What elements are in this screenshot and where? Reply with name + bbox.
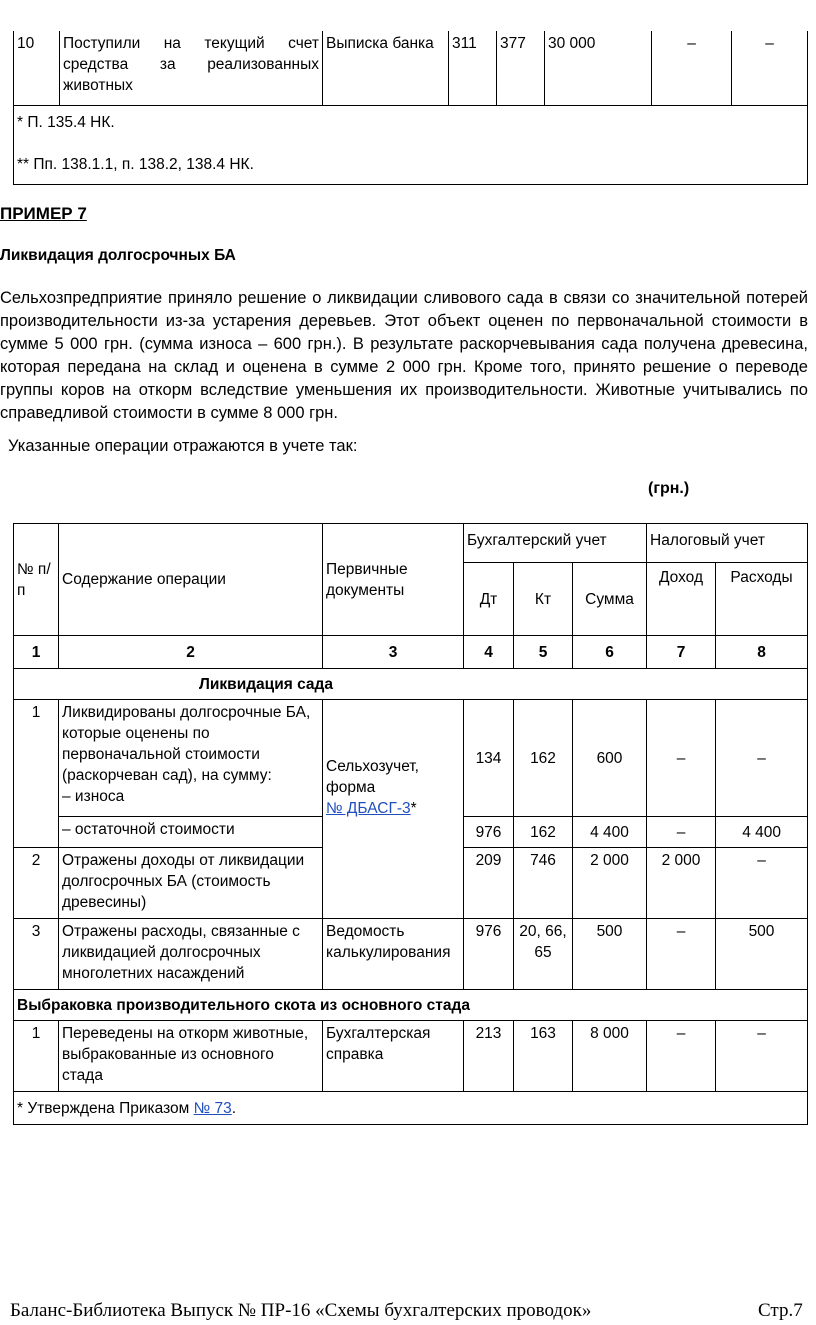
header-sum: Сумма — [573, 563, 647, 636]
footnote-text: * Утверждена Приказом — [17, 1099, 194, 1117]
header-documents: Первичные документы — [323, 524, 464, 636]
page-number: Стр.7 — [758, 1300, 803, 1321]
tax-income: – — [647, 700, 716, 817]
header-expense: Расходы — [716, 563, 808, 636]
col-number: 7 — [647, 636, 716, 669]
order-link[interactable]: № 73 — [193, 1099, 232, 1117]
credit-account: 162 — [514, 700, 573, 817]
primary-document: Выписка банка — [323, 31, 449, 106]
operation-content — [59, 700, 323, 817]
operations-intro: Указанные операции отражаются в учете так: — [8, 437, 358, 455]
section-title: Ликвидация долгосрочных БА — [0, 247, 236, 264]
operation-content: Отражены доходы от ликвидации долгосрочных БА (стоимость древесины) — [59, 848, 323, 919]
col-number: 4 — [464, 636, 514, 669]
footnote-end: . — [231, 1099, 237, 1117]
tax-income: – — [652, 31, 732, 106]
header-income: Доход — [647, 563, 716, 636]
note-2: ** Пп. 138.1.1, п. 138.2, 138.4 НК. — [17, 156, 254, 173]
credit-account: 20, 66, 65 — [514, 919, 573, 990]
section-row — [14, 669, 808, 700]
operation-content: Поступили на текущий счет средства за реализованных животных — [60, 31, 323, 106]
tax-income: 2 000 — [647, 848, 716, 919]
tax-expense: 500 — [716, 919, 808, 990]
notes-row — [14, 106, 808, 185]
debit-account: 134 — [464, 700, 514, 817]
header-tax: Налоговый учет — [647, 524, 808, 563]
footnote-mark: * — [410, 800, 417, 817]
debit-account: 311 — [449, 31, 497, 106]
operation-subitem: – износа — [62, 788, 125, 805]
row-number: 1 — [14, 700, 59, 848]
note-1: * П. 135.4 НК. — [17, 114, 115, 131]
primary-document: Бухгалтерская справка — [323, 1021, 464, 1092]
example-title: ПРИМЕР 7 — [0, 204, 87, 223]
amount: 30 000 — [545, 31, 652, 106]
col-number: 5 — [514, 636, 573, 669]
col-number: 8 — [716, 636, 808, 669]
amount: 2 000 — [573, 848, 647, 919]
footnote — [14, 1092, 808, 1125]
credit-account: 162 — [514, 817, 573, 848]
header-content: Содержание операции — [59, 524, 323, 636]
credit-account: 746 — [514, 848, 573, 919]
header-number: № п/п — [14, 524, 59, 636]
header-accounting: Бухгалтерский учет — [464, 524, 647, 563]
credit-account: 377 — [497, 31, 545, 106]
operation-text: Ликвидированы долгосрочные БА, которые оценены по первоначальной стоимости (раскорчеван сад), на сумму: — [62, 704, 311, 784]
description-paragraph: Сельхозпредприятие приняло решение о ликвидации сливового сада в связи со значительной потерей производительности из-за устарения деревьев. Этот объект оценен по первоначальной стоимости в сумме 5 000 грн. (сумма износа – 600 грн.). В результате раскорчевывания сада получена древесина, которая передана на склад и оценена в сумме 2 000 грн. Кроме того, принято решение о переводе группы коров на откорм вследствие уменьшения их производительности. Животные учитывались по справедливой стоимости в сумме 8 000 грн. — [0, 289, 808, 422]
tax-income: – — [647, 817, 716, 848]
section-culling: Выбраковка производительного скота из основного стада — [14, 990, 808, 1021]
debit-account: 209 — [464, 848, 514, 919]
table-row — [14, 31, 808, 106]
amount: 4 400 — [573, 817, 647, 848]
debit-account: 976 — [464, 817, 514, 848]
header-credit: Кт — [514, 563, 573, 636]
tax-income: – — [647, 1021, 716, 1092]
row-number: 1 — [14, 1021, 59, 1092]
primary-document — [323, 700, 464, 919]
amount: 600 — [573, 700, 647, 817]
operation-subitem: – остаточной стоимости — [59, 817, 323, 848]
tax-expense: – — [716, 700, 808, 817]
col-number: 2 — [59, 636, 323, 669]
row-number: 10 — [14, 31, 60, 106]
row-number: 2 — [14, 848, 59, 919]
footer-title: Баланс-Библиотека Выпуск № ПР-16 «Схемы бухгалтерских проводок» — [10, 1300, 592, 1321]
col-number: 3 — [323, 636, 464, 669]
debit-account: 976 — [464, 919, 514, 990]
debit-account: 213 — [464, 1021, 514, 1092]
table-row — [14, 700, 808, 817]
tax-expense: – — [716, 848, 808, 919]
document-text: Сельхозучет, форма — [326, 758, 419, 796]
document-link[interactable]: № ДБАСГ-3 — [326, 800, 411, 817]
operation-content: Отражены расходы, связанные с ликвидацией долгосрочных многолетних насаждений — [59, 919, 323, 990]
section-liquidation: Ликвидация сада — [14, 669, 808, 700]
amount: 8 000 — [573, 1021, 647, 1092]
primary-document: Ведомость калькулирования — [323, 919, 464, 990]
credit-account: 163 — [514, 1021, 573, 1092]
operations-table — [13, 523, 808, 1125]
table-row — [14, 1021, 808, 1092]
tax-expense: – — [732, 31, 808, 106]
amount: 500 — [573, 919, 647, 990]
operation-content: Переведены на откорм животные, выбракованные из основного стада — [59, 1021, 323, 1092]
footnote-row — [14, 1092, 808, 1125]
col-number: 6 — [573, 636, 647, 669]
col-number: 1 — [14, 636, 59, 669]
header-debit: Дт — [464, 563, 514, 636]
header-row — [14, 524, 808, 563]
tax-income: – — [647, 919, 716, 990]
column-numbers-row — [14, 636, 808, 669]
top-table — [13, 31, 808, 185]
section-row — [14, 990, 808, 1021]
currency-unit: (грн.) — [648, 480, 690, 497]
row-number: 3 — [14, 919, 59, 990]
table-row — [14, 919, 808, 990]
tax-expense: 4 400 — [716, 817, 808, 848]
tax-expense: – — [716, 1021, 808, 1092]
